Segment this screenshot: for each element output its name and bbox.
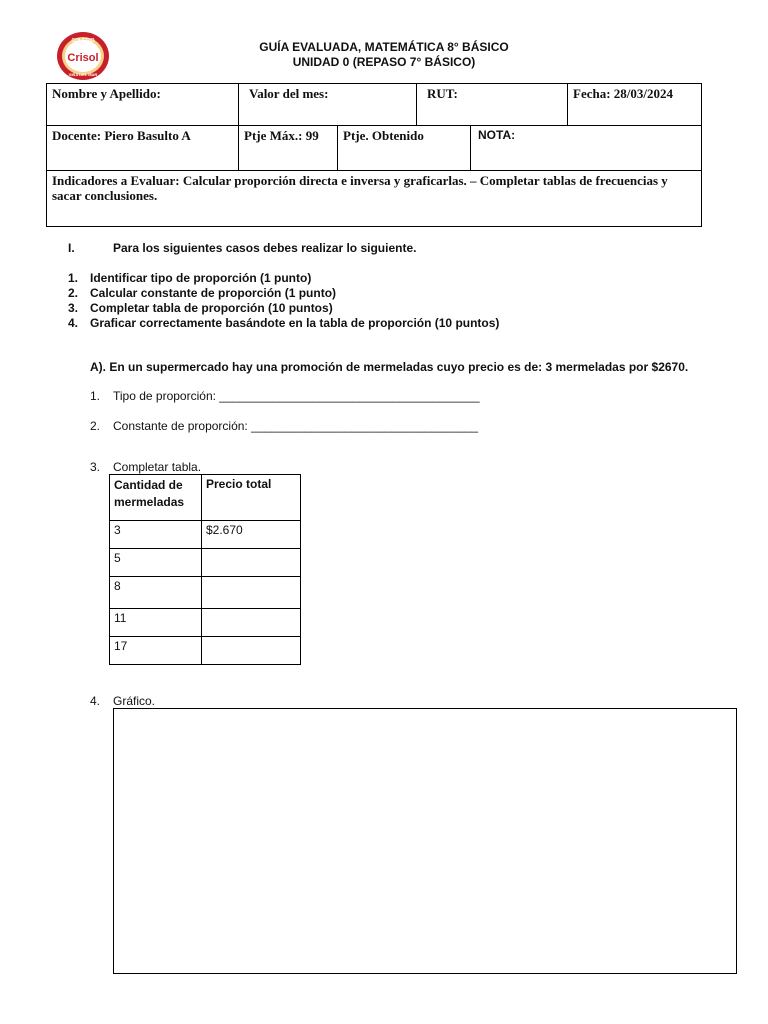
nombre-field: Nombre y Apellido: <box>46 83 239 126</box>
cantidad-cell: 17 <box>110 637 202 665</box>
table-row <box>110 609 301 637</box>
svg-text:Crisol: Crisol <box>67 52 99 64</box>
rut-field: RUT: <box>416 83 568 126</box>
table-row <box>110 549 301 577</box>
cantidad-cell: 5 <box>110 549 202 577</box>
problem-a-statement <box>90 360 688 374</box>
section-heading: Para los siguientes casos debes realizar lo siguiente. <box>113 241 417 255</box>
item-number: 4. <box>90 694 101 708</box>
indicadores-field: Indicadores a Evaluar: Calcular proporción directa e inversa y graficarlas. – Completar tablas de frecuencias y sacar conclusiones. <box>46 170 702 227</box>
ptje-max-field: Ptje Máx.: 99 <box>238 125 338 171</box>
item-number: 3. <box>90 460 101 474</box>
graph-area[interactable] <box>113 708 737 974</box>
table-row <box>110 521 301 549</box>
problem-a-prefix: A). En un supermercado hay una promoción de mermeladas cuyo precio es de: <box>90 360 546 374</box>
list-item-number: 3. <box>68 301 79 315</box>
list-item-number: 4. <box>68 316 79 330</box>
precio-cell[interactable] <box>202 549 301 577</box>
grafico-label: Gráfico. <box>113 694 156 708</box>
table-row <box>110 637 301 665</box>
precio-cell: $2.670 <box>202 521 301 549</box>
tipo-proporcion-blank[interactable]: Tipo de proporción: _______________________________________ <box>113 389 480 403</box>
nota-field: NOTA: <box>470 125 702 171</box>
docente-field: Docente: Piero Basulto A <box>46 125 239 171</box>
svg-text:COLEGIO: COLEGIO <box>71 38 95 44</box>
list-item-number: 2. <box>68 286 79 300</box>
list-item: Completar tabla de proporción (10 puntos) <box>90 301 333 315</box>
list-item: Identificar tipo de proporción (1 punto) <box>90 271 312 285</box>
document-title: GUÍA EVALUADA, MATEMÁTICA 8° BÁSICO <box>259 40 509 54</box>
column-header-precio: Precio total <box>202 475 301 521</box>
completar-tabla-label: Completar tabla. <box>113 460 202 474</box>
item-number: 1. <box>90 389 101 403</box>
list-item: Graficar correctamente basándote en la tabla de proporción (10 puntos) <box>90 316 500 330</box>
cantidad-cell: 3 <box>110 521 202 549</box>
precio-cell[interactable] <box>202 609 301 637</box>
list-item: Calcular constante de proporción (1 punto) <box>90 286 337 300</box>
valor-mes-field: Valor del mes: <box>238 83 417 126</box>
cantidad-cell: 11 <box>110 609 202 637</box>
item-number: 2. <box>90 419 101 433</box>
table-row <box>110 577 301 609</box>
precio-cell[interactable] <box>202 577 301 609</box>
document-subtitle: UNIDAD 0 (REPASO 7° BÁSICO) <box>292 55 476 69</box>
list-item-number: 1. <box>68 271 79 285</box>
section-numeral: I. <box>68 241 75 255</box>
constante-proporcion-blank[interactable]: Constante de proporción: __________________________________ <box>113 419 478 433</box>
ptje-obtenido-field: Ptje. Obtenido <box>337 125 471 171</box>
table-header-row <box>110 475 301 521</box>
column-header-cantidad: Cantidad de mermeladas <box>110 475 202 521</box>
cantidad-cell: 8 <box>110 577 202 609</box>
precio-cell[interactable] <box>202 637 301 665</box>
problem-a-key: 3 mermeladas por $2670. <box>545 360 689 374</box>
fecha-field: Fecha: 28/03/2024 <box>567 83 702 126</box>
proportion-table <box>109 474 301 665</box>
svg-text:VIÑA DEL MAR: VIÑA DEL MAR <box>68 72 98 77</box>
